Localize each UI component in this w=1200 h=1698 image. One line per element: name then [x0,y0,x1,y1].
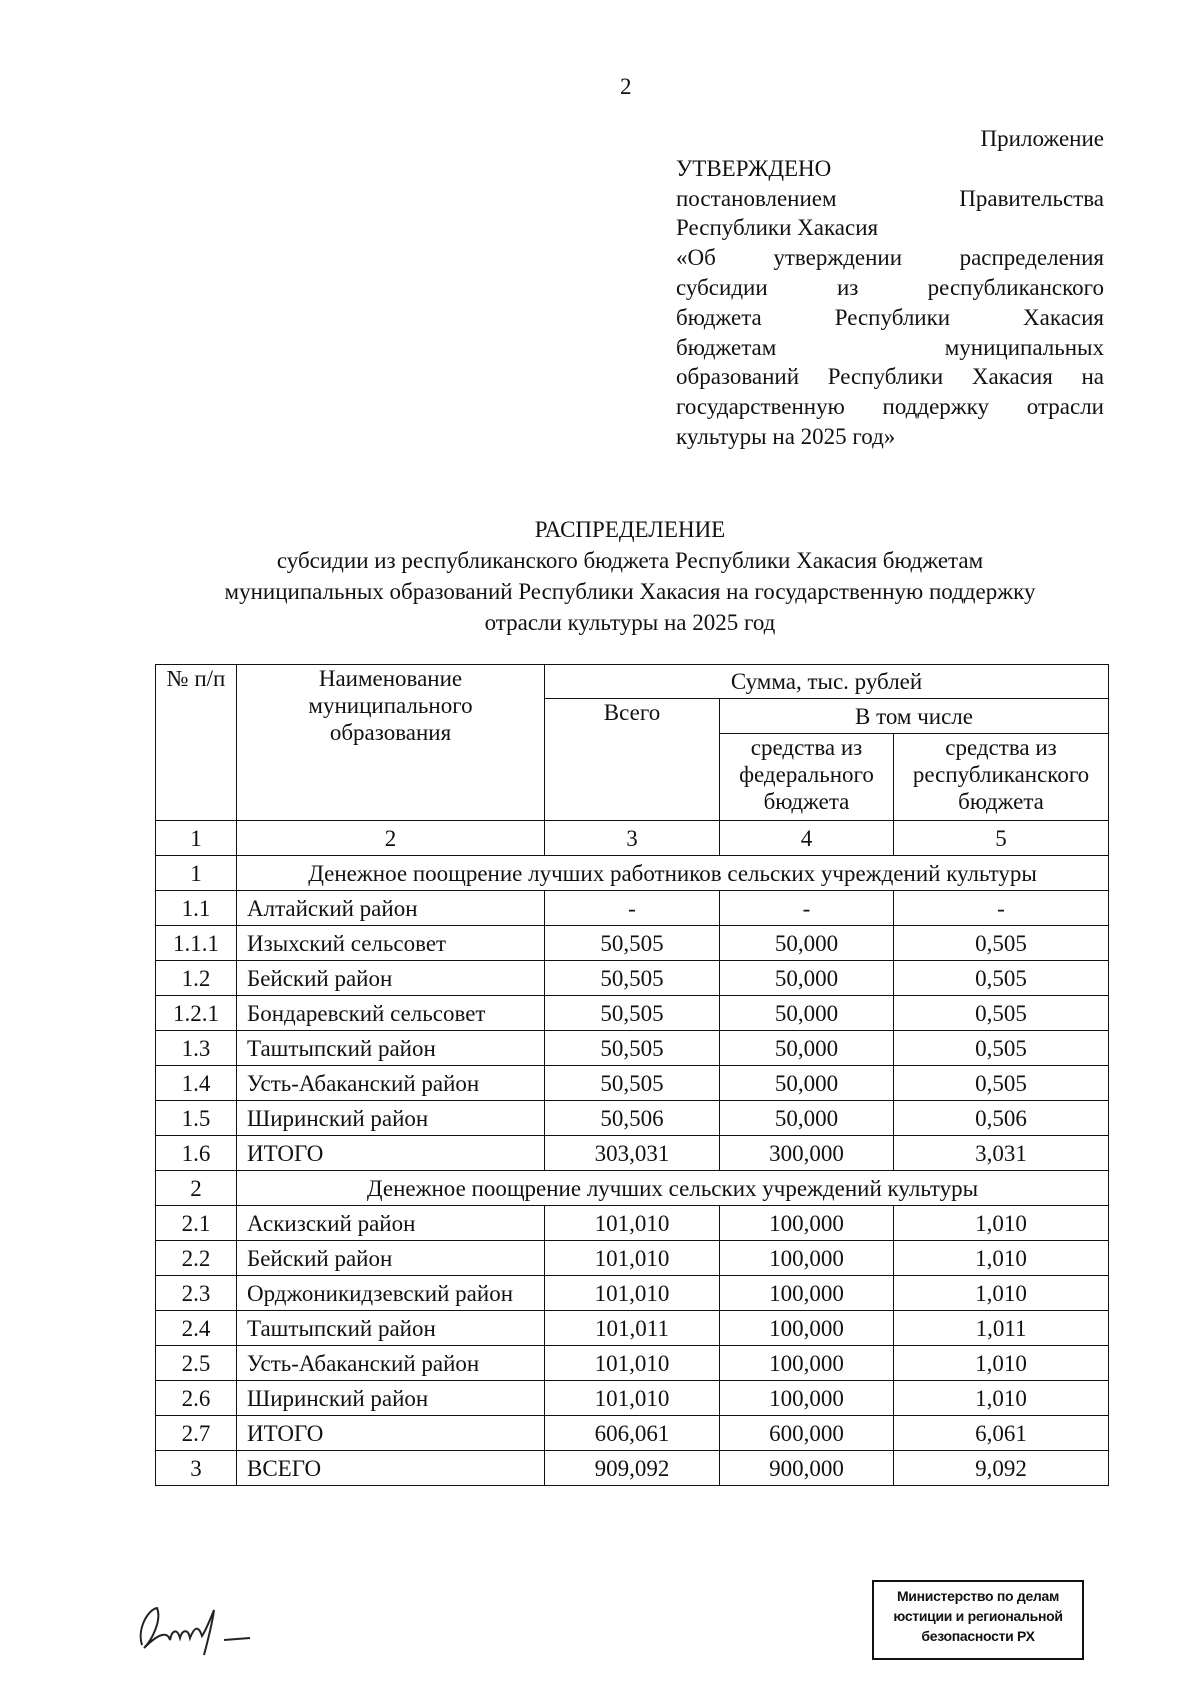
table-row [156,1206,1109,1241]
row-republic: 1,010 [894,1381,1109,1416]
row-total: 303,031 [545,1136,720,1171]
row-total: 50,505 [545,1066,720,1101]
row-name: Усть-Абаканский район [237,1346,545,1381]
header-including: В том числе [720,699,1109,734]
section-title: Денежное поощрение лучших работников сельских учреждений культуры [237,856,1109,891]
row-republic: 0,506 [894,1101,1109,1136]
approval-line: бюджета Республики Хакасия [676,304,1104,330]
row-name: Алтайский район [237,891,545,926]
table-row [156,961,1109,996]
table-row [156,1311,1109,1346]
title-line: муниципальных образований Республики Хакасия на государственную поддержку [224,579,1036,604]
row-federal: 50,000 [720,1031,894,1066]
table-row [156,1101,1109,1136]
row-republic: 1,010 [894,1276,1109,1311]
stamp-line: юстиции и региональной [893,1608,1063,1624]
row-federal: 300,000 [720,1136,894,1171]
row-total: 101,010 [545,1241,720,1276]
document-title [150,514,1110,638]
row-num: 1.5 [156,1101,237,1136]
row-total: - [545,891,720,926]
table-row [156,1031,1109,1066]
row-federal: 100,000 [720,1276,894,1311]
col-number: 3 [545,821,720,856]
approval-block [676,124,1104,452]
row-num: 1.3 [156,1031,237,1066]
row-federal: 50,000 [720,996,894,1031]
row-republic: 0,505 [894,996,1109,1031]
row-name: Бондаревский сельсовет [237,996,545,1031]
row-total: 50,505 [545,1031,720,1066]
row-num: 1.6 [156,1136,237,1171]
row-name: Таштыпский район [237,1031,545,1066]
title-line: субсидии из республиканского бюджета Республики Хакасия бюджетам [276,548,984,573]
table-row [156,1276,1109,1311]
table-row [156,1451,1109,1486]
row-federal: 900,000 [720,1451,894,1486]
approval-line: постановлением Правительства [676,185,1104,211]
row-republic: 1,011 [894,1311,1109,1346]
table-row [156,1346,1109,1381]
row-federal: 100,000 [720,1241,894,1276]
row-republic: 1,010 [894,1206,1109,1241]
row-name: Ширинский район [237,1101,545,1136]
header-num: № п/п [156,665,237,821]
approval-line: субсидии из республиканского [676,274,1104,300]
row-federal: 100,000 [720,1381,894,1416]
row-name: Аскизский район [237,1206,545,1241]
row-total: 50,505 [545,961,720,996]
header-republic: средства из республиканского бюджета [894,734,1109,821]
row-total: 101,010 [545,1346,720,1381]
stamp-line: безопасности РХ [921,1628,1035,1644]
row-total: 606,061 [545,1416,720,1451]
approval-line: бюджетам муниципальных [676,334,1104,360]
distribution-table [155,664,1109,1486]
row-total: 909,092 [545,1451,720,1486]
header-sum: Сумма, тыс. рублей [545,665,1109,699]
row-num: 1.2 [156,961,237,996]
table-row [156,1416,1109,1451]
row-republic: 0,505 [894,961,1109,996]
col-number: 1 [156,821,237,856]
approval-line: «Об утверждении распределения [676,245,1104,271]
row-num: 2.5 [156,1346,237,1381]
title-line: отрасли культуры на 2025 год [484,610,776,635]
col-number: 5 [894,821,1109,856]
row-federal: - [720,891,894,926]
approval-line: культуры на 2025 год» [676,423,896,449]
appendix-label: Приложение [980,126,1104,151]
row-num: 3 [156,1451,237,1486]
row-name: Изыхский сельсовет [237,926,545,961]
row-num: 2.7 [156,1416,237,1451]
approval-line: Республики Хакасия [676,215,879,241]
row-federal: 50,000 [720,926,894,961]
row-federal: 600,000 [720,1416,894,1451]
section-title: Денежное поощрение лучших сельских учреждений культуры [237,1171,1109,1206]
row-republic: - [894,891,1109,926]
row-republic: 1,010 [894,1241,1109,1276]
row-num: 2.6 [156,1381,237,1416]
row-name: Бейский район [237,961,545,996]
handwritten-signature [132,1600,282,1666]
table-row [156,996,1109,1031]
row-num: 2.2 [156,1241,237,1276]
row-name: Ширинский район [237,1381,545,1416]
approval-line: образований Республики Хакасия на [676,364,1104,390]
row-republic: 6,061 [894,1416,1109,1451]
row-total: 50,505 [545,996,720,1031]
col-number: 4 [720,821,894,856]
row-total: 50,505 [545,926,720,961]
row-republic: 9,092 [894,1451,1109,1486]
row-federal: 50,000 [720,961,894,996]
row-total: 101,010 [545,1276,720,1311]
row-name: Таштыпский район [237,1311,545,1346]
row-name: Бейский район [237,1241,545,1276]
row-name: ИТОГО [237,1416,545,1451]
header-federal: средства из федерального бюджета [720,734,894,821]
ministry-stamp [872,1580,1084,1660]
page-number: 2 [620,74,632,99]
row-republic: 3,031 [894,1136,1109,1171]
row-total: 101,010 [545,1206,720,1241]
row-num: 2.3 [156,1276,237,1311]
row-num: 1.1.1 [156,926,237,961]
row-num: 2.1 [156,1206,237,1241]
row-name: ВСЕГО [237,1451,545,1486]
table-row [156,1241,1109,1276]
row-num: 1.4 [156,1066,237,1101]
row-federal: 50,000 [720,1066,894,1101]
section-row [156,856,1109,891]
row-name: Орджоникидзевский район [237,1276,545,1311]
row-republic: 0,505 [894,926,1109,961]
row-republic: 0,505 [894,1066,1109,1101]
approved-label: УТВЕРЖДЕНО [676,155,832,181]
section-row [156,1171,1109,1206]
row-total: 101,010 [545,1381,720,1416]
stamp-line: Министерство по делам [896,1588,1060,1604]
row-federal: 100,000 [720,1346,894,1381]
title-heading: РАСПРЕДЕЛЕНИЕ [534,517,726,542]
section-num: 1 [156,856,237,891]
header-name: Наименование муниципального образования [237,665,545,821]
table-row [156,1066,1109,1101]
row-name: ИТОГО [237,1136,545,1171]
row-republic: 1,010 [894,1346,1109,1381]
row-total: 101,011 [545,1311,720,1346]
row-federal: 100,000 [720,1206,894,1241]
row-num: 2.4 [156,1311,237,1346]
header-total: Всего [545,699,720,821]
table-row [156,891,1109,926]
table-row [156,1381,1109,1416]
col-number: 2 [237,821,545,856]
row-num: 1.1 [156,891,237,926]
row-federal: 100,000 [720,1311,894,1346]
table-row [156,926,1109,961]
approval-line: государственную поддержку отрасли [676,394,1104,420]
row-republic: 0,505 [894,1031,1109,1066]
table-row [156,1136,1109,1171]
row-total: 50,506 [545,1101,720,1136]
row-num: 1.2.1 [156,996,237,1031]
row-federal: 50,000 [720,1101,894,1136]
row-name: Усть-Абаканский район [237,1066,545,1101]
section-num: 2 [156,1171,237,1206]
